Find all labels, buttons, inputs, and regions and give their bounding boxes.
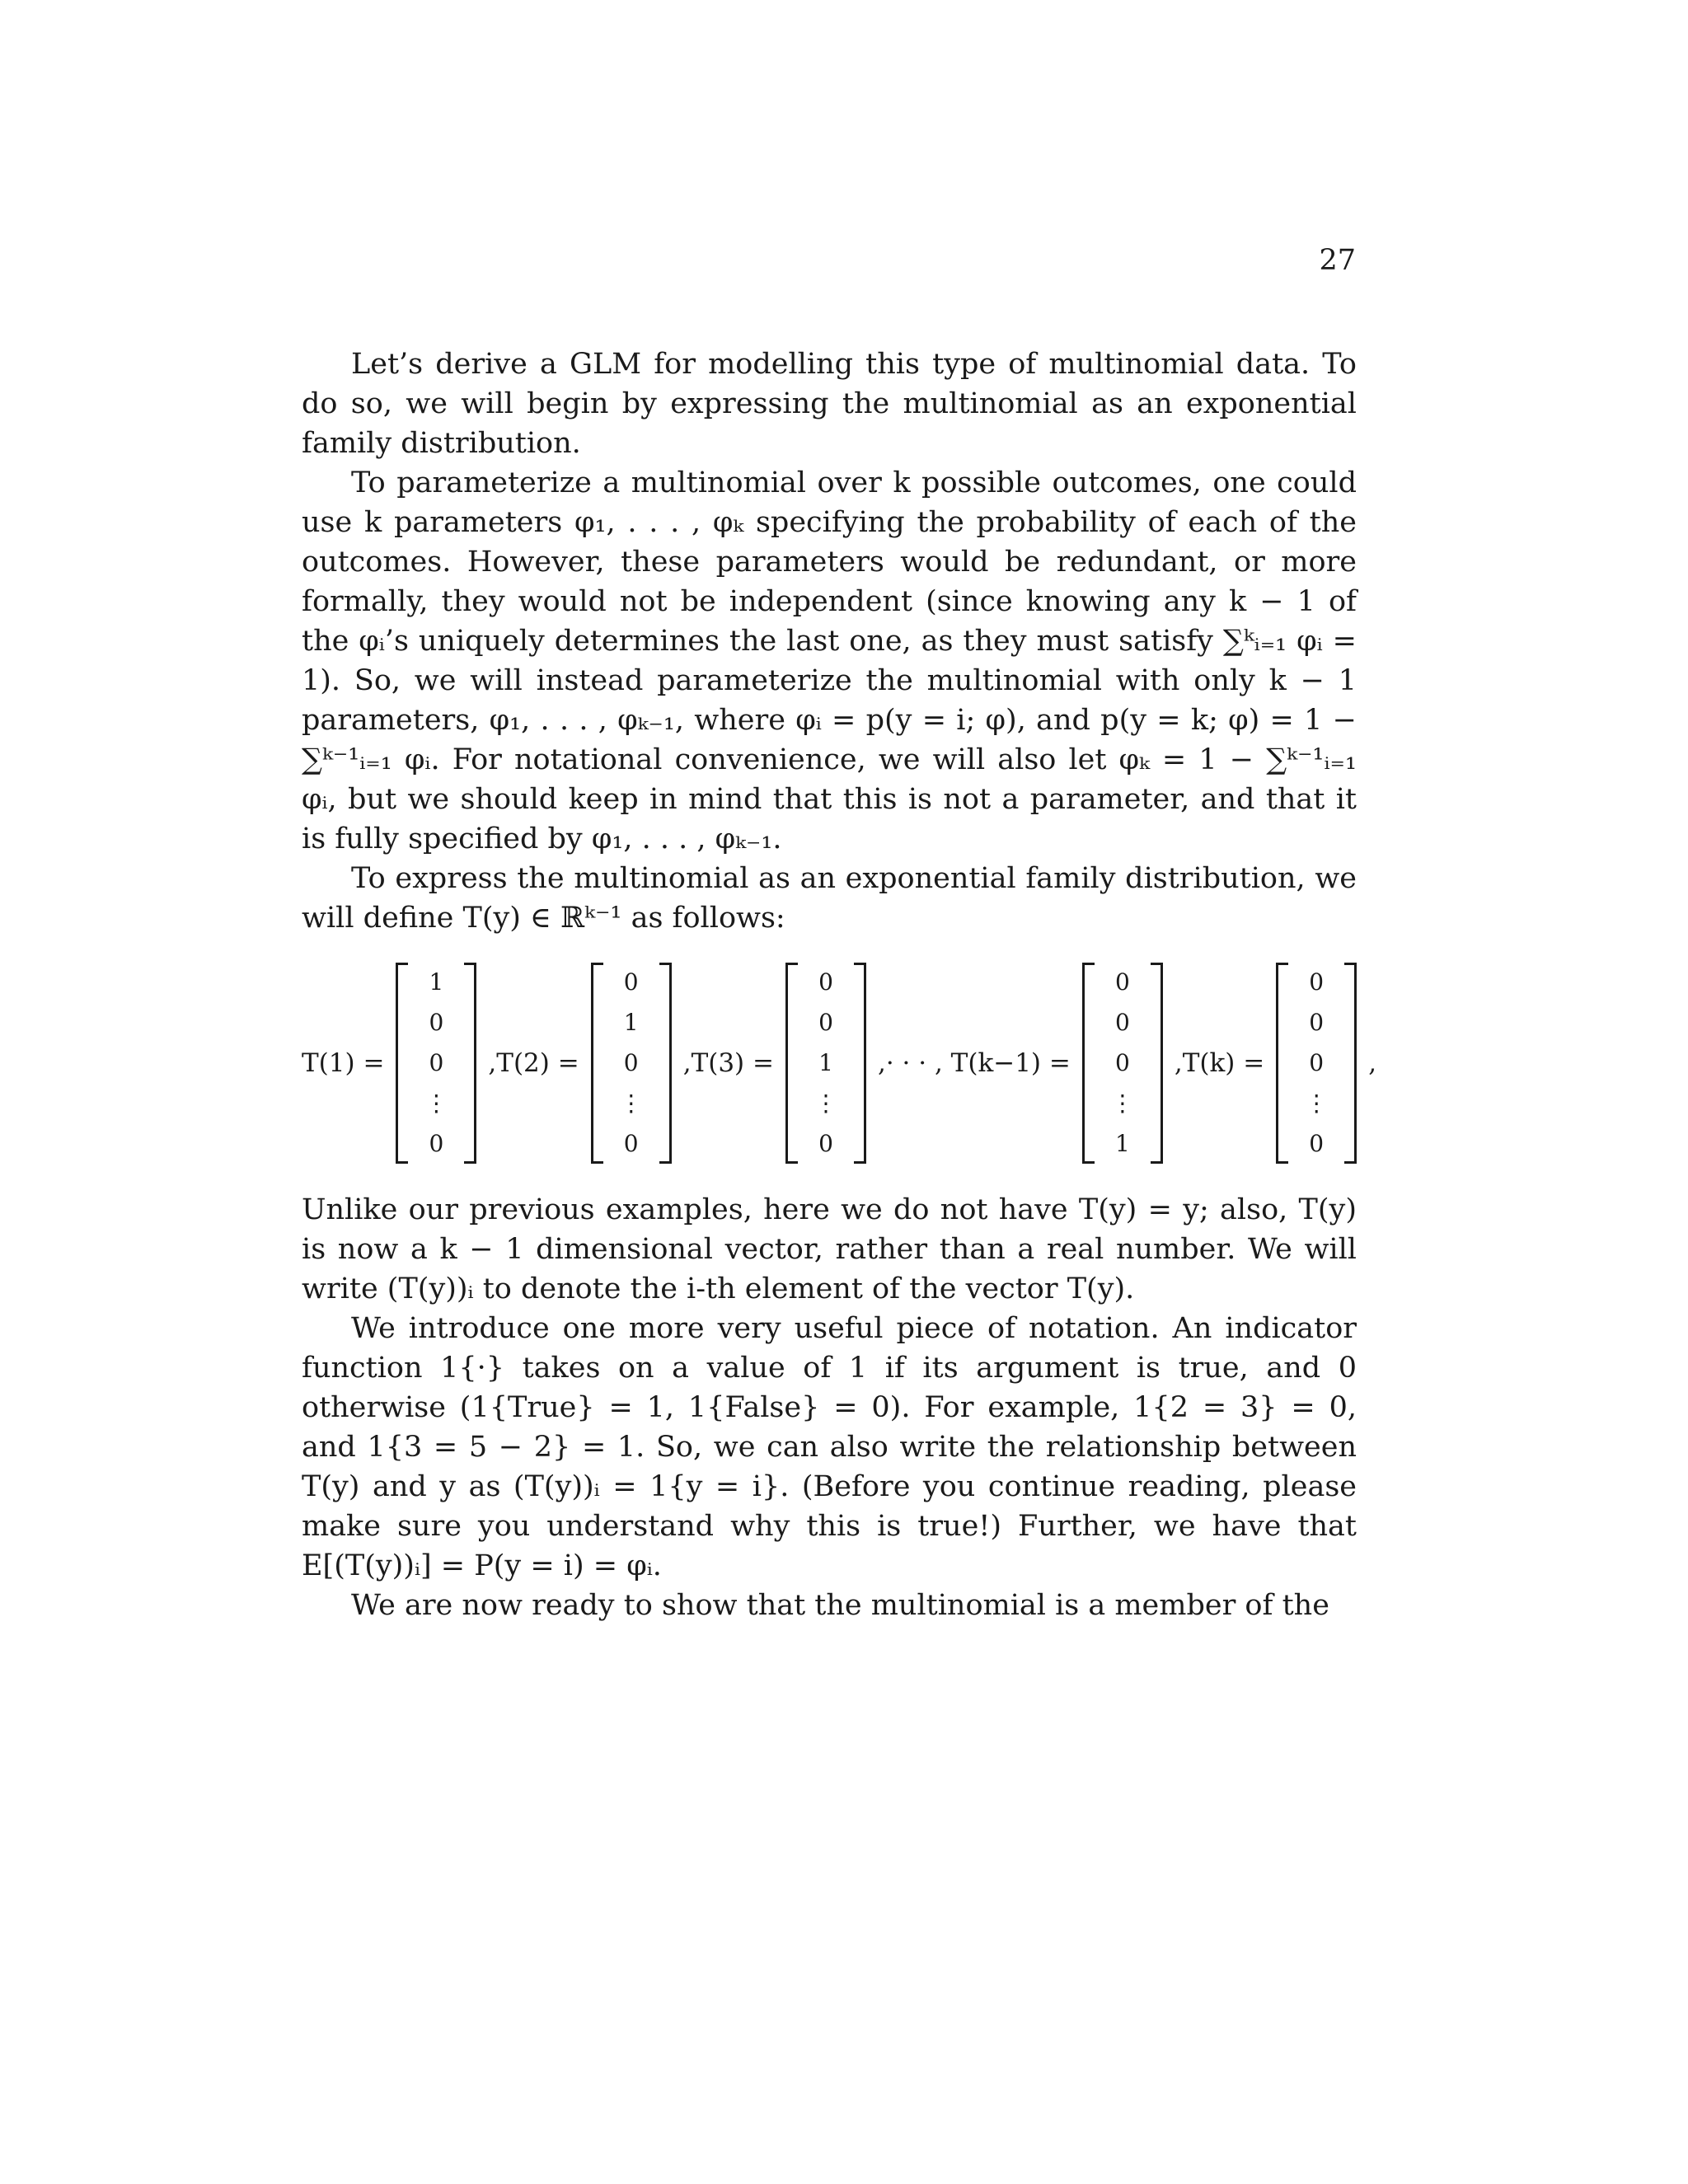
vector-entry: 0 xyxy=(1114,968,1130,996)
vector-entry: 0 xyxy=(623,968,639,996)
vector-entry: ⋮ xyxy=(814,1090,837,1117)
vector-entry: 1 xyxy=(429,968,444,996)
vector-entry: 1 xyxy=(623,1009,639,1036)
column-vector xyxy=(1082,963,1163,1164)
vector-entry: ⋮ xyxy=(619,1090,643,1117)
page-number: 27 xyxy=(1319,244,1356,277)
body-text xyxy=(302,344,1377,1625)
separator: , xyxy=(1174,1048,1183,1078)
vector-lhs: · · · , T(k−1) = xyxy=(885,1048,1071,1078)
vector-entry: 0 xyxy=(818,1009,833,1036)
vector-lhs: T(3) = xyxy=(691,1048,774,1078)
vector-lhs: T(k) = xyxy=(1182,1048,1265,1078)
vector-entry: 0 xyxy=(818,1130,833,1157)
vector-tk-minus-1 xyxy=(886,963,1183,1164)
vector-entry: 0 xyxy=(1114,1009,1130,1036)
vector-entry: 0 xyxy=(1309,1049,1325,1076)
vector-entry: 0 xyxy=(1309,1130,1325,1157)
paragraph: We are now ready to show that the multinomial is a member of the xyxy=(351,1589,1329,1622)
separator: , xyxy=(877,1048,886,1078)
vector-t3 xyxy=(692,963,886,1164)
vector-entry: 0 xyxy=(623,1049,639,1076)
paragraph: To parameterize a multinomial over k possible outcomes, one could use k parameters φ₁, . . . , φₖ specifying the probability of each of the outcomes. However, these parameters would be redundant, or more formally, they would not be independent (since knowing any k − 1 of the φᵢ’s uniquely determines the last one, as they must satisfy ∑ᵏᵢ₌₁ φᵢ = 1). So, we will instead parameterize the multinomial with only k − 1 parameters, φ₁, . . . , φₖ₋₁, where φᵢ = p(y = i; φ), and p(y = k; φ) = 1 − ∑ᵏ⁻¹ᵢ₌₁ φᵢ. For notational convenience, we will also let φₖ = 1 − ∑ᵏ⁻¹ᵢ₌₁ φᵢ, but we should keep in mind that this is not a parameter, and that it is fully specified by φ₁, . . . , φₖ₋₁. xyxy=(302,466,1357,855)
vector-entry: ⋮ xyxy=(424,1090,448,1117)
paragraph: We introduce one more very useful piece of notation. An indicator function 1{·} takes on a value of 1 if its argument is true, and 0 otherwise (1{True} = 1, 1{False} = 0). For example, 1{2 = 3} = 0, and 1{3 = 5 − 2} = 1. So, we can also write the relationship between T(y) and y as (T(y))ᵢ = 1{y = i}. (Before you continue reading, please make sure you understand why this is true!) Further, we have that E[(T(y))ᵢ] = P(y = i) = φᵢ. xyxy=(302,1312,1357,1582)
vector-t1 xyxy=(302,963,496,1164)
vector-entry: 0 xyxy=(429,1049,444,1076)
vector-entry: 0 xyxy=(818,968,833,996)
vector-tk xyxy=(1183,963,1376,1164)
vector-entry: 0 xyxy=(429,1009,444,1036)
vector-entry: 0 xyxy=(1309,968,1325,996)
vector-entry: 1 xyxy=(818,1049,833,1076)
vector-lhs: T(2) = xyxy=(496,1048,579,1078)
column-vector xyxy=(785,963,866,1164)
vector-lhs: T(1) = xyxy=(302,1048,385,1078)
vector-entry: ⋮ xyxy=(1110,1090,1134,1117)
column-vector xyxy=(591,963,672,1164)
vector-definitions xyxy=(302,966,1377,1160)
column-vector xyxy=(396,963,476,1164)
column-vector xyxy=(1276,963,1357,1164)
separator: , xyxy=(488,1048,497,1078)
vector-entry: ⋮ xyxy=(1305,1090,1329,1117)
separator: , xyxy=(1368,1048,1377,1078)
vector-entry: 0 xyxy=(429,1130,444,1157)
paragraph: Let’s derive a GLM for modelling this type of multinomial data. To do so, we will begin by expressing the multinomial as an exponential family distribution. xyxy=(302,348,1357,460)
vector-entry: 0 xyxy=(1309,1009,1325,1036)
vector-entry: 0 xyxy=(1114,1049,1130,1076)
vector-t2 xyxy=(496,963,691,1164)
vector-entry: 1 xyxy=(1114,1130,1130,1157)
paragraph: To express the multinomial as an exponential family distribution, we will define T(y) ∈ ℝᵏ⁻¹ as follows: xyxy=(302,862,1357,935)
vector-entry: 0 xyxy=(623,1130,639,1157)
separator: , xyxy=(682,1048,692,1078)
paragraph: Unlike our previous examples, here we do not have T(y) = y; also, T(y) is now a k − 1 dimensional vector, rather than a real number. We will write (T(y))ᵢ to denote the i-th element of the vector T(y). xyxy=(302,1193,1357,1305)
